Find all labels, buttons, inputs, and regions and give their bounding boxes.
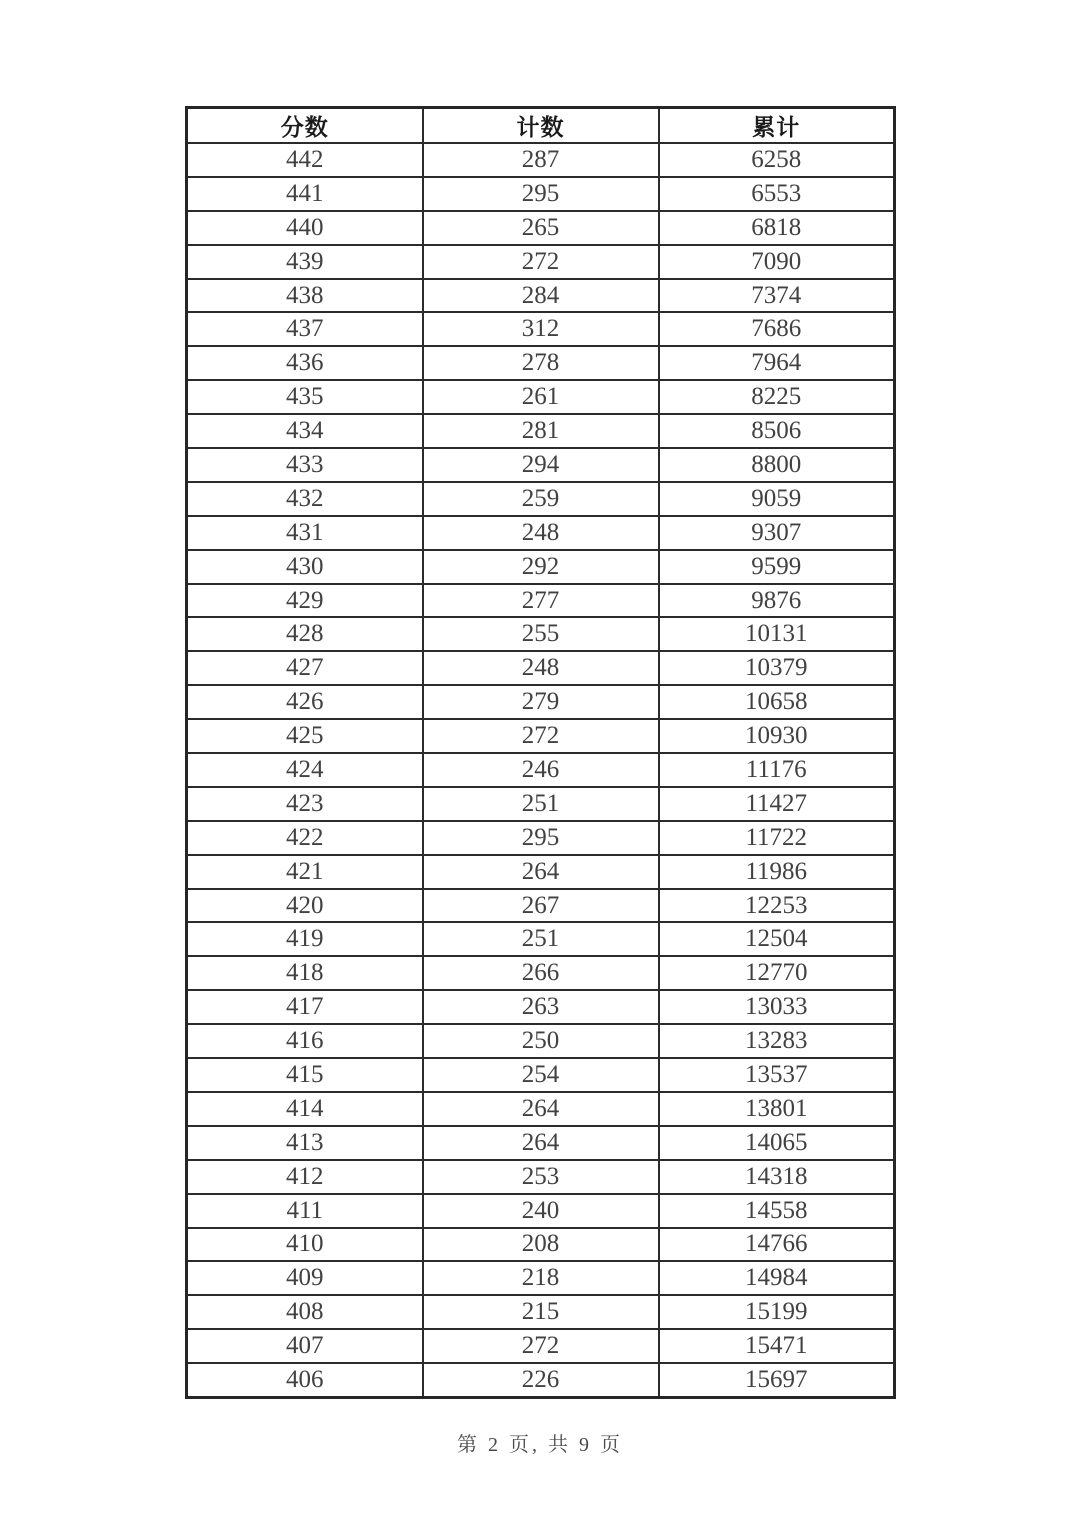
table-row — [187, 516, 895, 550]
count-cell: 218 — [423, 1261, 659, 1295]
table-row — [187, 584, 895, 618]
count-cell: 265 — [423, 211, 659, 245]
table-row — [187, 990, 895, 1024]
cumulative-cell: 15471 — [659, 1329, 895, 1363]
count-cell: 251 — [423, 787, 659, 821]
score-cell: 409 — [187, 1261, 423, 1295]
score-distribution-table — [185, 106, 896, 1399]
score-cell: 411 — [187, 1194, 423, 1228]
cumulative-cell: 14984 — [659, 1261, 895, 1295]
count-cell: 251 — [423, 922, 659, 956]
count-cell: 255 — [423, 617, 659, 651]
cumulative-cell: 13801 — [659, 1092, 895, 1126]
score-cell: 417 — [187, 990, 423, 1024]
score-cell: 406 — [187, 1363, 423, 1397]
cumulative-cell: 10379 — [659, 651, 895, 685]
count-cell: 263 — [423, 990, 659, 1024]
table-row — [187, 753, 895, 787]
score-cell: 418 — [187, 956, 423, 990]
score-cell: 420 — [187, 889, 423, 923]
score-cell: 440 — [187, 211, 423, 245]
count-cell: 281 — [423, 414, 659, 448]
table-row — [187, 1058, 895, 1092]
score-cell: 442 — [187, 143, 423, 177]
table-row — [187, 1261, 895, 1295]
cumulative-cell: 8506 — [659, 414, 895, 448]
table-row — [187, 1363, 895, 1397]
score-cell: 412 — [187, 1160, 423, 1194]
score-cell: 437 — [187, 312, 423, 346]
cumulative-cell: 14766 — [659, 1228, 895, 1262]
score-cell: 429 — [187, 584, 423, 618]
cumulative-cell: 12504 — [659, 922, 895, 956]
count-cell: 272 — [423, 245, 659, 279]
count-cell: 266 — [423, 956, 659, 990]
table-row — [187, 346, 895, 380]
score-cell: 419 — [187, 922, 423, 956]
count-cell: 284 — [423, 279, 659, 313]
cumulative-cell: 8800 — [659, 448, 895, 482]
cumulative-cell: 9599 — [659, 550, 895, 584]
count-cell: 248 — [423, 516, 659, 550]
cumulative-cell: 9307 — [659, 516, 895, 550]
score-cell: 431 — [187, 516, 423, 550]
table-row — [187, 1194, 895, 1228]
cumulative-cell: 10658 — [659, 685, 895, 719]
table-row — [187, 719, 895, 753]
count-cell: 278 — [423, 346, 659, 380]
cumulative-cell: 11427 — [659, 787, 895, 821]
score-cell: 414 — [187, 1092, 423, 1126]
count-cell: 295 — [423, 177, 659, 211]
table-row — [187, 889, 895, 923]
count-cell: 240 — [423, 1194, 659, 1228]
table-row — [187, 1329, 895, 1363]
table-row — [187, 1126, 895, 1160]
count-cell: 254 — [423, 1058, 659, 1092]
count-cell: 226 — [423, 1363, 659, 1397]
table-row — [187, 922, 895, 956]
score-cell: 427 — [187, 651, 423, 685]
count-cell: 294 — [423, 448, 659, 482]
score-cell: 432 — [187, 482, 423, 516]
cumulative-cell: 13537 — [659, 1058, 895, 1092]
score-cell: 415 — [187, 1058, 423, 1092]
cumulative-cell: 15697 — [659, 1363, 895, 1397]
table-row — [187, 380, 895, 414]
cumulative-cell: 6258 — [659, 143, 895, 177]
table-row — [187, 211, 895, 245]
score-cell: 408 — [187, 1295, 423, 1329]
cumulative-cell: 12253 — [659, 889, 895, 923]
score-cell: 436 — [187, 346, 423, 380]
table-row — [187, 1092, 895, 1126]
count-cell: 267 — [423, 889, 659, 923]
table-header — [187, 108, 895, 144]
cumulative-cell: 7090 — [659, 245, 895, 279]
count-cell: 264 — [423, 855, 659, 889]
table-row — [187, 312, 895, 346]
count-cell: 295 — [423, 821, 659, 855]
cumulative-cell: 9059 — [659, 482, 895, 516]
table-row — [187, 821, 895, 855]
score-cell: 438 — [187, 279, 423, 313]
count-cell: 272 — [423, 1329, 659, 1363]
cumulative-cell: 7374 — [659, 279, 895, 313]
count-cell: 208 — [423, 1228, 659, 1262]
count-cell: 264 — [423, 1126, 659, 1160]
score-cell: 425 — [187, 719, 423, 753]
table-row — [187, 177, 895, 211]
count-cell: 259 — [423, 482, 659, 516]
page-number-footer: 第 2 页, 共 9 页 — [457, 1434, 623, 1456]
count-cell: 248 — [423, 651, 659, 685]
score-cell: 413 — [187, 1126, 423, 1160]
table-row — [187, 651, 895, 685]
count-cell: 250 — [423, 1024, 659, 1058]
table-row — [187, 1024, 895, 1058]
table-row — [187, 245, 895, 279]
score-cell: 416 — [187, 1024, 423, 1058]
header-count: 计数 — [423, 108, 659, 144]
score-cell: 410 — [187, 1228, 423, 1262]
score-cell: 424 — [187, 753, 423, 787]
cumulative-cell: 11722 — [659, 821, 895, 855]
cumulative-cell: 8225 — [659, 380, 895, 414]
score-cell: 433 — [187, 448, 423, 482]
count-cell: 292 — [423, 550, 659, 584]
score-cell: 441 — [187, 177, 423, 211]
cumulative-cell: 13283 — [659, 1024, 895, 1058]
cumulative-cell: 14318 — [659, 1160, 895, 1194]
count-cell: 264 — [423, 1092, 659, 1126]
cumulative-cell: 11986 — [659, 855, 895, 889]
cumulative-cell: 13033 — [659, 990, 895, 1024]
score-cell: 423 — [187, 787, 423, 821]
cumulative-cell: 7964 — [659, 346, 895, 380]
score-cell: 422 — [187, 821, 423, 855]
score-cell: 430 — [187, 550, 423, 584]
cumulative-cell: 15199 — [659, 1295, 895, 1329]
cumulative-cell: 11176 — [659, 753, 895, 787]
table-row — [187, 617, 895, 651]
score-cell: 428 — [187, 617, 423, 651]
cumulative-cell: 14558 — [659, 1194, 895, 1228]
table-row — [187, 1228, 895, 1262]
score-cell: 434 — [187, 414, 423, 448]
cumulative-cell: 12770 — [659, 956, 895, 990]
score-cell: 421 — [187, 855, 423, 889]
cumulative-cell: 7686 — [659, 312, 895, 346]
header-row — [187, 108, 895, 144]
cumulative-cell: 6818 — [659, 211, 895, 245]
count-cell: 279 — [423, 685, 659, 719]
cumulative-cell: 14065 — [659, 1126, 895, 1160]
table-row — [187, 855, 895, 889]
header-cumulative: 累计 — [659, 108, 895, 144]
table-row — [187, 279, 895, 313]
count-cell: 246 — [423, 753, 659, 787]
count-cell: 253 — [423, 1160, 659, 1194]
table-row — [187, 685, 895, 719]
table-body — [187, 143, 895, 1397]
table-row — [187, 1295, 895, 1329]
table-row — [187, 448, 895, 482]
score-cell: 435 — [187, 380, 423, 414]
cumulative-cell: 9876 — [659, 584, 895, 618]
count-cell: 272 — [423, 719, 659, 753]
count-cell: 287 — [423, 143, 659, 177]
table-row — [187, 414, 895, 448]
score-cell: 439 — [187, 245, 423, 279]
header-score: 分数 — [187, 108, 423, 144]
cumulative-cell: 10930 — [659, 719, 895, 753]
count-cell: 215 — [423, 1295, 659, 1329]
count-cell: 261 — [423, 380, 659, 414]
table-row — [187, 143, 895, 177]
score-cell: 407 — [187, 1329, 423, 1363]
table-row — [187, 956, 895, 990]
table-row — [187, 482, 895, 516]
score-cell: 426 — [187, 685, 423, 719]
count-cell: 277 — [423, 584, 659, 618]
cumulative-cell: 10131 — [659, 617, 895, 651]
table-row — [187, 1160, 895, 1194]
table-row — [187, 787, 895, 821]
cumulative-cell: 6553 — [659, 177, 895, 211]
count-cell: 312 — [423, 312, 659, 346]
table-row — [187, 550, 895, 584]
